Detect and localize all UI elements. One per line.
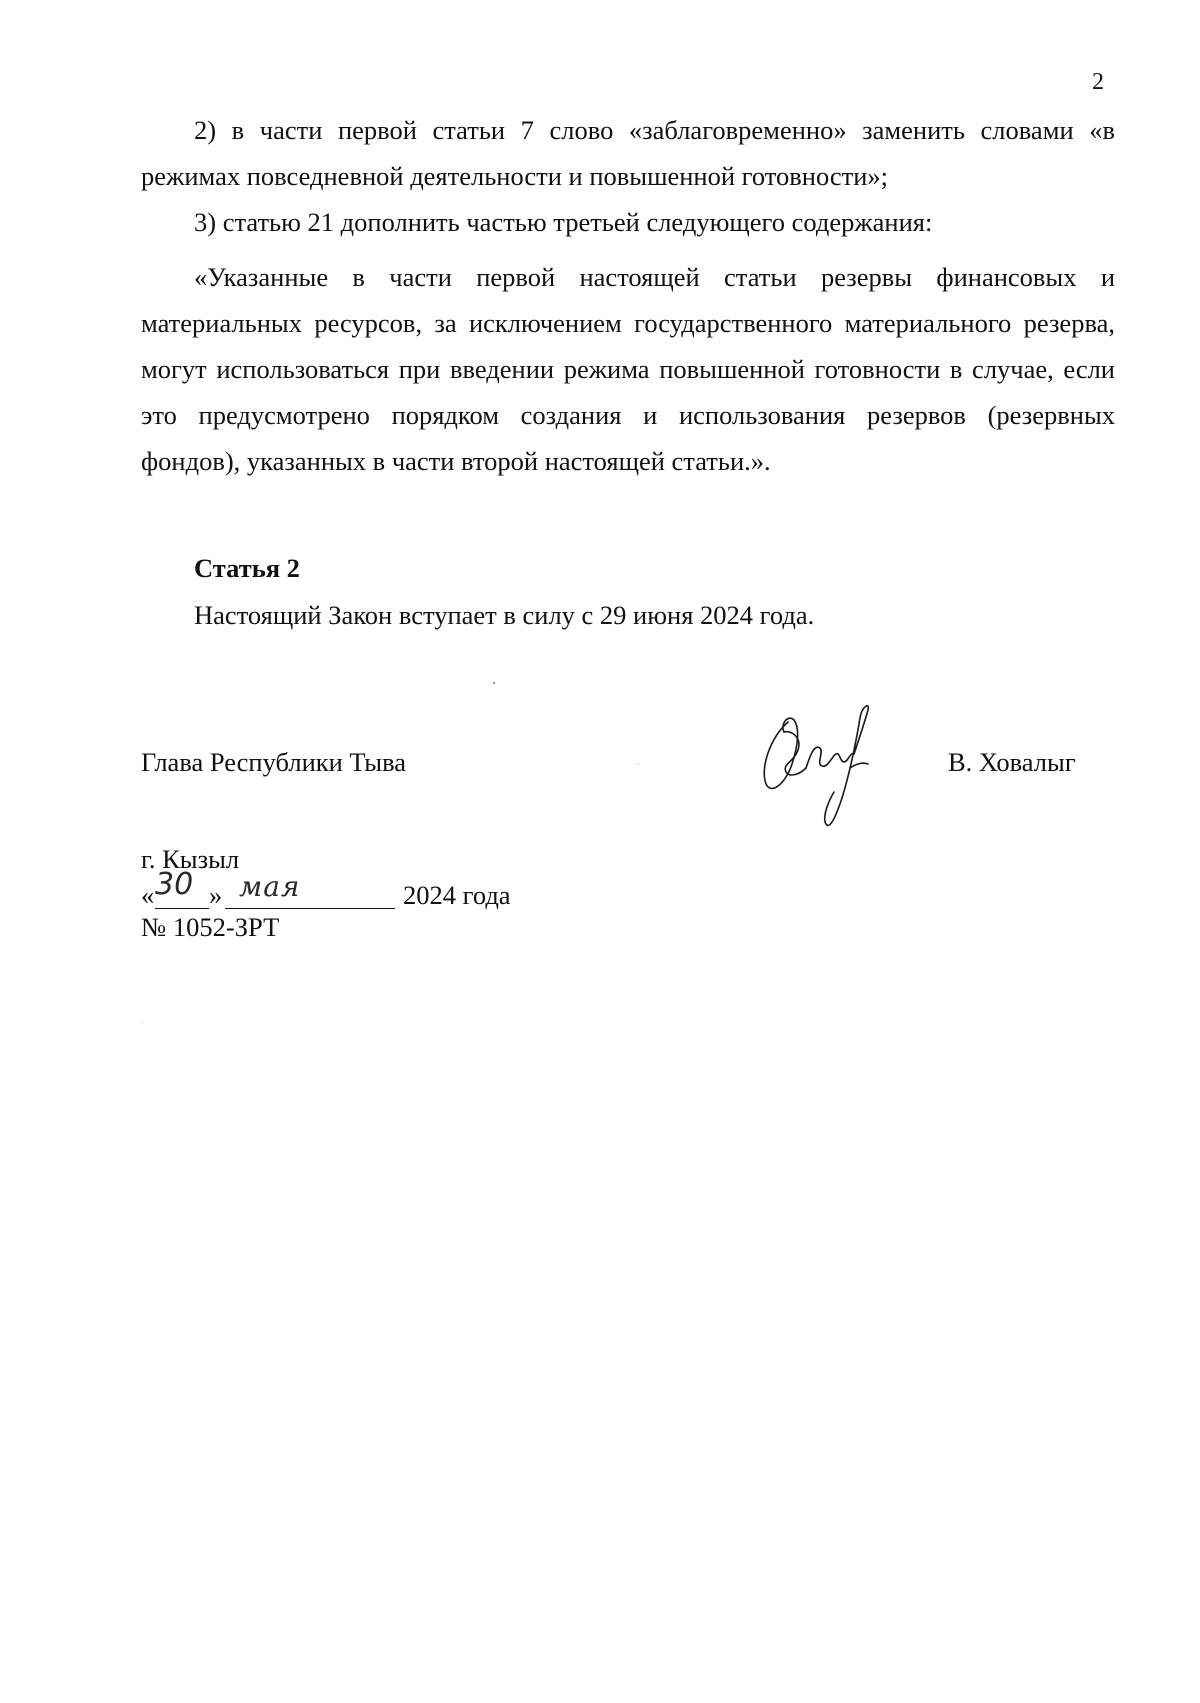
date-month-handwritten: мая bbox=[239, 870, 301, 903]
date-day-underline bbox=[155, 908, 209, 909]
article-heading: Статья 2 bbox=[194, 553, 300, 583]
paragraph-text: 3) статью 21 дополнить частью третьей следующего содержания: bbox=[194, 207, 933, 237]
page-number: 2 bbox=[1092, 69, 1104, 95]
date-close-quote: » bbox=[209, 880, 223, 910]
scan-speck bbox=[142, 1022, 143, 1023]
paragraph-text: 2) в части первой статьи 7 слово «заблаговременно» заменить словами «в режимах повседневной деятельности и повышенной готовности»; bbox=[141, 115, 1115, 191]
place-of-signing: г. Кызыл bbox=[141, 844, 240, 874]
date-day-handwritten: 30 bbox=[155, 867, 194, 902]
article-text: Настоящий Закон вступает в силу с 29 июня 2024 года. bbox=[194, 600, 815, 630]
date-open-quote: « bbox=[141, 880, 155, 910]
scan-speck bbox=[493, 682, 495, 684]
law-number: № 1052-ЗРТ bbox=[141, 912, 280, 942]
quoted-amendment-text bbox=[141, 254, 1115, 484]
scan-speck bbox=[638, 763, 639, 764]
handwritten-signature bbox=[750, 698, 900, 838]
date-year: 2024 года bbox=[403, 880, 511, 910]
signer-name: В. Ховалыг bbox=[948, 747, 1076, 777]
date-month-underline bbox=[225, 908, 395, 909]
paragraph-text: «Указанные в части первой настоящей статьи резервы финансовых и материальных ресурсов, за исключением государственного материального резерва, могут использоваться при введении режима повышенной готовности в случае, если это предусмотрено порядком создания и использования резервов (резервных фондов), указанных в части второй настоящей статьи.». bbox=[141, 262, 1115, 476]
amendment-paragraph-2 bbox=[141, 107, 1115, 199]
amendment-paragraph-3 bbox=[141, 199, 1115, 245]
signer-position: Глава Республики Тыва bbox=[141, 747, 407, 777]
